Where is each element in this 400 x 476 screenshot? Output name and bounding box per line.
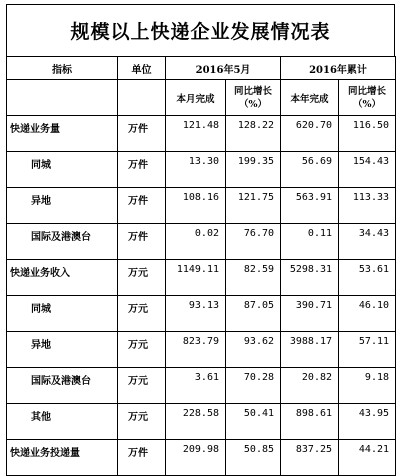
header-blank-indicator xyxy=(7,80,118,116)
row-month-growth: 128.22 xyxy=(226,116,281,152)
row-cum-value: 837.25 xyxy=(281,440,339,476)
table-row xyxy=(7,368,396,404)
header-row-top xyxy=(7,57,396,80)
row-cum-growth: 116.50 xyxy=(339,116,396,152)
header-month-value: 本月完成 xyxy=(166,80,226,116)
table-row xyxy=(7,440,396,476)
row-month-value: 823.79 xyxy=(166,332,226,368)
table-row xyxy=(7,404,396,440)
row-month-value: 108.16 xyxy=(166,188,226,224)
row-unit: 万元 xyxy=(118,368,166,404)
row-month-growth: 121.75 xyxy=(226,188,281,224)
row-month-growth: 199.35 xyxy=(226,152,281,188)
row-label: 快递业务收入 xyxy=(7,260,118,296)
table-row xyxy=(7,188,396,224)
row-cum-value: 56.69 xyxy=(281,152,339,188)
header-row-sub xyxy=(7,80,396,116)
table-row xyxy=(7,296,396,332)
row-month-growth: 76.70 xyxy=(226,224,281,260)
row-label: 其他 xyxy=(7,404,118,440)
table-row xyxy=(7,116,396,152)
row-month-growth: 50.85 xyxy=(226,440,281,476)
table-title: 规模以上快递企业发展情况表 xyxy=(6,4,395,56)
row-unit: 万件 xyxy=(118,152,166,188)
row-label: 同城 xyxy=(7,152,118,188)
row-month-value: 121.48 xyxy=(166,116,226,152)
row-month-value: 228.58 xyxy=(166,404,226,440)
row-cum-growth: 46.10 xyxy=(339,296,396,332)
header-unit: 单位 xyxy=(118,57,166,80)
row-month-growth: 50.41 xyxy=(226,404,281,440)
row-unit: 万元 xyxy=(118,404,166,440)
row-month-value: 1149.11 xyxy=(166,260,226,296)
row-cum-growth: 154.43 xyxy=(339,152,396,188)
row-month-value: 93.13 xyxy=(166,296,226,332)
row-cum-value: 390.71 xyxy=(281,296,339,332)
header-cum-growth-line2: （%） xyxy=(352,98,382,110)
header-cum-growth xyxy=(339,80,396,116)
row-cum-growth: 43.95 xyxy=(339,404,396,440)
row-cum-value: 898.61 xyxy=(281,404,339,440)
row-month-value: 13.30 xyxy=(166,152,226,188)
row-cum-value: 3988.17 xyxy=(281,332,339,368)
row-unit: 万件 xyxy=(118,224,166,260)
row-cum-growth: 57.11 xyxy=(339,332,396,368)
header-month-growth-line1: 同比增长 xyxy=(234,85,273,97)
row-cum-value: 0.11 xyxy=(281,224,339,260)
header-cum-value: 本年完成 xyxy=(281,80,339,116)
row-unit: 万件 xyxy=(118,440,166,476)
row-cum-growth: 44.21 xyxy=(339,440,396,476)
table-row xyxy=(7,152,396,188)
row-label: 国际及港澳台 xyxy=(7,368,118,404)
row-unit: 万件 xyxy=(118,116,166,152)
row-cum-value: 620.70 xyxy=(281,116,339,152)
table-row xyxy=(7,260,396,296)
row-cum-growth: 34.43 xyxy=(339,224,396,260)
row-cum-growth: 9.18 xyxy=(339,368,396,404)
row-unit: 万件 xyxy=(118,188,166,224)
table-row xyxy=(7,332,396,368)
row-label: 快递业务投递量 xyxy=(7,440,118,476)
row-label: 同城 xyxy=(7,296,118,332)
row-month-value: 0.02 xyxy=(166,224,226,260)
header-month-growth xyxy=(226,80,281,116)
row-month-growth: 93.62 xyxy=(226,332,281,368)
header-blank-unit xyxy=(118,80,166,116)
row-cum-value: 563.91 xyxy=(281,188,339,224)
row-month-growth: 70.28 xyxy=(226,368,281,404)
header-cumulative-group: 2016年累计 xyxy=(281,57,396,80)
header-month-group: 2016年5月 xyxy=(166,57,281,80)
row-cum-growth: 113.33 xyxy=(339,188,396,224)
express-stats-table xyxy=(6,56,396,476)
row-cum-value: 20.82 xyxy=(281,368,339,404)
table-row xyxy=(7,224,396,260)
row-label: 国际及港澳台 xyxy=(7,224,118,260)
header-cum-growth-line1: 同比增长 xyxy=(348,85,387,97)
header-indicator: 指标 xyxy=(7,57,118,80)
row-month-value: 3.61 xyxy=(166,368,226,404)
row-month-growth: 87.05 xyxy=(226,296,281,332)
row-month-value: 209.98 xyxy=(166,440,226,476)
row-unit: 万元 xyxy=(118,296,166,332)
row-label: 快递业务量 xyxy=(7,116,118,152)
row-label: 异地 xyxy=(7,188,118,224)
header-month-growth-line2: （%） xyxy=(238,98,268,110)
row-cum-value: 5298.31 xyxy=(281,260,339,296)
row-unit: 万元 xyxy=(118,332,166,368)
row-month-growth: 82.59 xyxy=(226,260,281,296)
row-label: 异地 xyxy=(7,332,118,368)
row-cum-growth: 53.61 xyxy=(339,260,396,296)
row-unit: 万元 xyxy=(118,260,166,296)
